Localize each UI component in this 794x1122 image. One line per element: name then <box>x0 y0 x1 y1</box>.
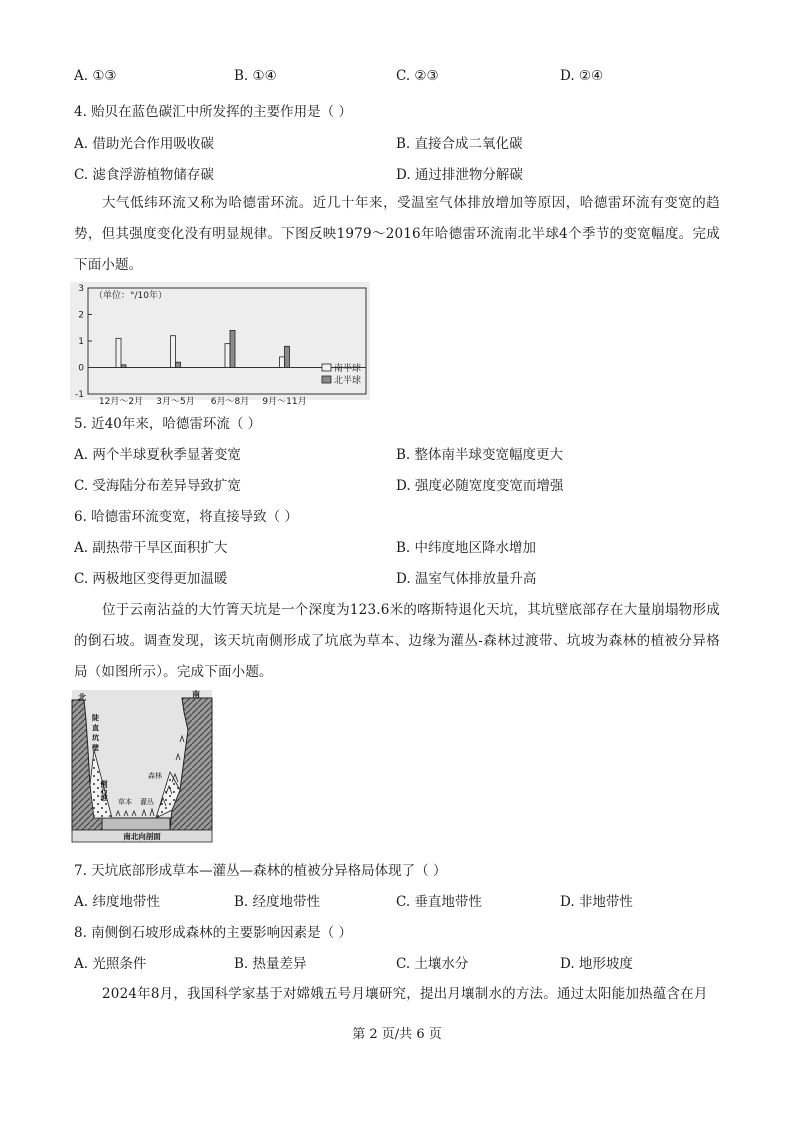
q4-option-d: D. 通过排泄物分解碳 <box>396 167 523 183</box>
q3-option-b: B. ①④ <box>234 68 277 84</box>
chart-title: （单位：°/10年） <box>94 291 167 301</box>
passage-hadley: 大气低纬环流又称为哈德雷环流。近几十年来，受温室气体排放增加等原因，哈德雷环流有变宽的趋势，但其强度变化没有明显规律。下图反映1979～2016年哈德雷环流南北半球4个季节的变宽幅度。完成下面小题。 <box>74 195 720 273</box>
q5-option-b: B. 整体南半球变宽幅度更大 <box>396 447 564 463</box>
y-tick-label: 1 <box>78 337 84 347</box>
figure2-wall-char: 陡 <box>92 714 99 722</box>
q8-stem: 8. 南侧倒石坡形成森林的主要影响因素是（ ） <box>74 925 352 941</box>
legend-swatch <box>322 376 331 383</box>
q7-option-d: D. 非地带性 <box>560 894 633 910</box>
y-tick-label: -1 <box>75 390 84 400</box>
y-tick-label: 2 <box>78 310 84 321</box>
y-tick-label: 3 <box>78 284 84 294</box>
q3-option-a: A. ①③ <box>74 68 117 84</box>
legend-swatch <box>322 364 331 371</box>
q7-option-c: C. 垂直地带性 <box>396 894 482 910</box>
q6-option-c: C. 两极地区变得更加温暖 <box>74 571 228 587</box>
q4-option-c: C. 滤食浮游植物储存碳 <box>74 167 214 183</box>
bar-south <box>171 336 176 368</box>
q5-option-c: C. 受海陆分布差异导致扩宽 <box>74 478 241 494</box>
sinkhole-cross-section <box>72 690 212 842</box>
y-tick-label: 0 <box>78 363 84 374</box>
figure2-wall-char: 坑 <box>92 734 99 742</box>
x-tick-label: 3月～5月 <box>156 397 195 407</box>
bar-north <box>230 330 235 367</box>
figure2-north-label: 北 <box>78 693 86 702</box>
x-tick-label: 9月～11月 <box>262 397 307 407</box>
q8-option-c: C. 土壤水分 <box>396 956 469 972</box>
x-tick-label: 12月～2月 <box>98 397 144 407</box>
bar-north <box>285 346 290 367</box>
bar-south <box>116 338 121 367</box>
bar-north <box>176 362 181 367</box>
q6-option-a: A. 副热带干旱区面积扩大 <box>74 540 228 556</box>
figure2-forest-label: 森林 <box>148 772 162 780</box>
q8-option-b: B. 热量差异 <box>234 956 307 972</box>
q5-option-a: A. 两个半球夏秋季显著变宽 <box>74 447 241 463</box>
q7-stem: 7. 天坑底部形成草本—灌丛—森林的植被分异格局体现了（ ） <box>74 863 447 879</box>
q4-option-a: A. 借助光合作用吸收碳 <box>74 136 214 152</box>
figure2-caption: 南北向剖面 <box>123 832 161 841</box>
sinkhole-figure <box>72 690 212 842</box>
figure2-wall-char: 壁 <box>92 744 99 752</box>
passage-tiankeng: 位于云南沾益的大竹箐天坑是一个深度为123.6米的喀斯特退化天坑，其坑壁底部存在大量崩塌物形成的倒石坡。调查发现，该天坑南侧形成了坑底为草本、边缘为灌丛-森林过渡带、坑坡为森林的植被分异格局（如图所示）。完成下面小题。 <box>74 602 720 680</box>
page-number: 第 2 页/共 6 页 <box>352 1027 442 1042</box>
q3-option-c: C. ②③ <box>396 68 439 84</box>
q7-option-b: B. 经度地带性 <box>234 894 321 910</box>
figure2-south-label: 南 <box>192 690 200 699</box>
q8-option-d: D. 地形坡度 <box>560 956 633 972</box>
q6-option-b: B. 中纬度地区降水增加 <box>396 540 537 556</box>
q6-stem: 6. 哈德雷环流变宽，将直接导致（ ） <box>74 509 298 525</box>
q4-option-b: B. 直接合成二氧化碳 <box>396 136 523 152</box>
q4-stem: 4. 贻贝在蓝色碳汇中所发挥的主要作用是（ ） <box>74 104 352 120</box>
hadley-chart-figure <box>70 282 370 407</box>
q5-stem: 5. 近40年来，哈德雷环流（ ） <box>74 416 262 432</box>
legend-label: 北半球 <box>334 376 362 386</box>
figure2-shrub-label: 灌丛 <box>140 798 154 806</box>
figure2-wall-char: 直 <box>92 724 99 732</box>
legend-label: 南半球 <box>334 364 362 374</box>
q7-option-a: A. 纬度地带性 <box>74 894 160 910</box>
hadley-chart <box>70 282 370 407</box>
bar-south <box>280 357 285 368</box>
figure2-slope-label: 倒石堆 <box>100 780 108 801</box>
q3-option-d: D. ②④ <box>560 68 604 84</box>
q5-option-d: D. 强度必随宽度变宽而增强 <box>396 478 564 494</box>
x-tick-label: 6月～8月 <box>210 397 250 407</box>
figure2-herb-label: 草本 <box>118 798 132 806</box>
passage-lunar-water: 2024年8月，我国科学家基于对嫦娥五号月壤研究，提出月壤制水的方法。通过太阳能加热蕴含在月 <box>102 986 708 1002</box>
q6-option-d: D. 温室气体排放量升高 <box>396 571 537 587</box>
q8-option-a: A. 光照条件 <box>74 956 147 972</box>
bar-south <box>225 344 230 368</box>
bar-north <box>121 365 126 368</box>
